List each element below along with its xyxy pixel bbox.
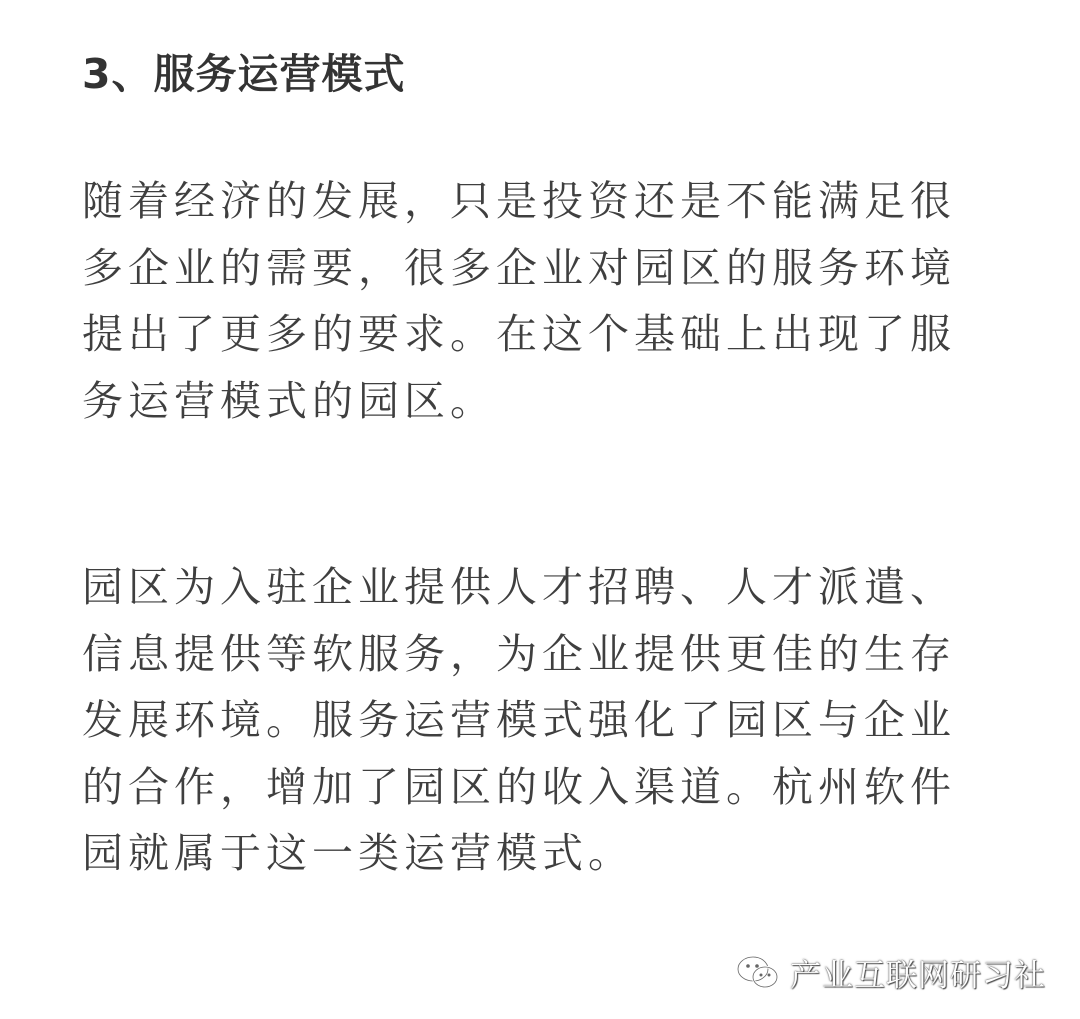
- watermark: [734, 952, 1046, 992]
- paragraph-2: 园区为入驻企业提供人才招聘、人才派遣、信息提供等软服务，为企业提供更佳的生存发展环境。服务运营模式强化了园区与企业的合作，增加了园区的收入渠道。杭州软件园就属于这一类运营模式。: [82, 563, 956, 877]
- wechat-icon: [734, 952, 782, 992]
- section-heading: 3、服务运营模式: [82, 50, 406, 98]
- paragraph-1: 随着经济的发展，只是投资还是不能满足很多企业的需要，很多企业对园区的服务环境提出了更多的要求。在这个基础上出现了服务运营模式的园区。: [82, 177, 956, 425]
- watermark-text: 产业互联网研习社: [790, 957, 1046, 994]
